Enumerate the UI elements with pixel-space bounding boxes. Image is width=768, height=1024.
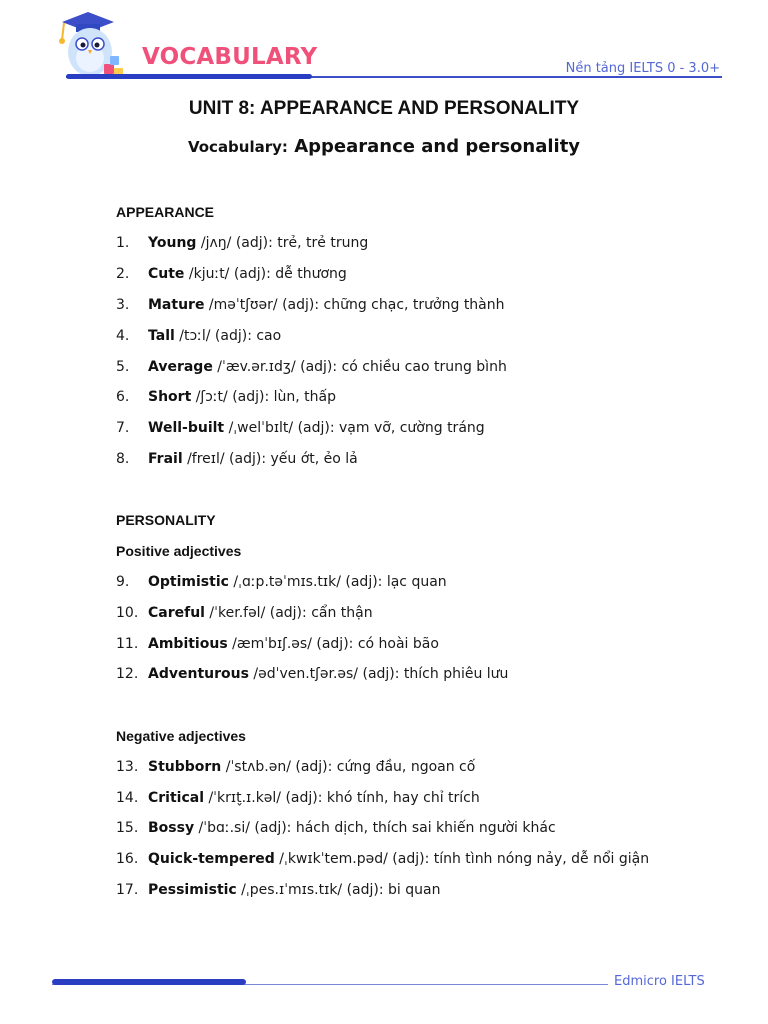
item-word: Cute — [148, 266, 185, 282]
item-definition: /ˈbɑː.si/ (adj): hách dịch, thích sai khiến người khác — [194, 820, 556, 836]
list-item — [116, 328, 281, 344]
item-word: Stubborn — [148, 759, 222, 775]
item-definition: /ʃɔːt/ (adj): lùn, thấp — [191, 389, 337, 405]
item-number: 9. — [116, 574, 130, 590]
item-word: Critical — [148, 790, 205, 806]
list-item — [116, 759, 475, 775]
item-number: 10. — [116, 605, 139, 621]
item-number: 6. — [116, 389, 130, 405]
list-item — [116, 266, 347, 282]
item-number: 11. — [116, 636, 139, 652]
item-definition: /jʌŋ/ (adj): trẻ, trẻ trung — [196, 235, 369, 251]
item-definition: /ˌpes.ɪˈmɪs.tɪk/ (adj): bi quan — [236, 882, 441, 898]
item-definition: /ˈker.fəl/ (adj): cẩn thận — [204, 605, 373, 621]
item-number: 13. — [116, 759, 139, 775]
item-number: 17. — [116, 882, 139, 898]
item-number: 1. — [116, 235, 130, 251]
item-definition: /ədˈven.tʃər.əs/ (adj): thích phiêu lưu — [248, 666, 509, 682]
item-word: Pessimistic — [148, 882, 237, 898]
item-word: Tall — [148, 328, 175, 344]
item-number: 7. — [116, 420, 130, 436]
item-word: Short — [148, 389, 192, 405]
section-appearance: APPEARANCE — [116, 204, 215, 220]
list-item — [116, 451, 358, 467]
list-item — [116, 851, 649, 867]
item-number: 2. — [116, 266, 130, 282]
item-definition: /məˈtʃʊər/ (adj): chững chạc, trưởng thành — [204, 297, 505, 313]
item-number: 3. — [116, 297, 130, 313]
list-item — [116, 820, 556, 836]
item-word: Mature — [148, 297, 205, 313]
subsection-negative: Negative adjectives — [116, 728, 246, 744]
item-definition: /ˌwelˈbɪlt/ (adj): vạm vỡ, cường tráng — [224, 420, 485, 436]
item-definition: /ˈkrɪt̬.ɪ.kəl/ (adj): khó tính, hay chỉ trích — [204, 790, 480, 806]
item-number: 15. — [116, 820, 139, 836]
item-word: Average — [148, 359, 213, 375]
footer-brand: Edmicro IELTS — [614, 974, 705, 989]
list-item — [116, 359, 507, 375]
vocabulary-prefix: Vocabulary: — [187, 138, 288, 156]
item-word: Ambitious — [148, 636, 228, 652]
list-item — [116, 420, 485, 436]
item-word: Young — [148, 235, 197, 251]
item-word: Frail — [148, 451, 183, 467]
list-item — [116, 389, 336, 405]
header-accent-bar — [66, 74, 312, 79]
item-definition: /ˌɑːp.təˈmɪs.tɪk/ (adj): lạc quan — [228, 574, 447, 590]
item-definition: /æmˈbɪʃ.əs/ (adj): có hoài bão — [227, 636, 439, 652]
item-definition: /ˌkwɪkˈtem.pəd/ (adj): tính tình nóng nảy, dễ nổi giận — [274, 851, 650, 867]
item-word: Adventurous — [148, 666, 249, 682]
list-item — [116, 666, 508, 682]
item-number: 12. — [116, 666, 139, 682]
vocabulary-brand: VOCABULARY — [142, 44, 318, 70]
list-item — [116, 297, 505, 313]
item-number: 8. — [116, 451, 130, 467]
section-personality: PERSONALITY — [116, 512, 216, 528]
item-number: 5. — [116, 359, 130, 375]
item-word: Well-built — [148, 420, 225, 436]
subsection-positive: Positive adjectives — [116, 543, 242, 559]
page-header — [0, 0, 768, 90]
item-definition: /ˈæv.ər.ɪdʒ/ (adj): có chiều cao trung bình — [212, 359, 507, 375]
vocabulary-topic: Appearance and personality — [294, 136, 581, 157]
item-word: Optimistic — [148, 574, 229, 590]
list-item — [116, 605, 373, 621]
item-number: 16. — [116, 851, 139, 867]
item-definition: /tɔːl/ (adj): cao — [174, 328, 282, 344]
unit-title: UNIT 8: APPEARANCE AND PERSONALITY — [188, 98, 580, 119]
item-word: Bossy — [148, 820, 195, 836]
list-item — [116, 574, 447, 590]
list-item — [116, 235, 368, 251]
item-number: 4. — [116, 328, 130, 344]
vocabulary-heading — [0, 136, 768, 157]
item-word: Careful — [148, 605, 205, 621]
list-item — [116, 636, 439, 652]
list-item — [116, 882, 440, 898]
item-word: Quick-tempered — [148, 851, 275, 867]
item-definition: /freɪl/ (adj): yếu ớt, ẻo lả — [182, 451, 358, 467]
list-item — [116, 790, 480, 806]
course-level-label: Nền tảng IELTS 0 - 3.0+ — [565, 61, 720, 76]
item-number: 14. — [116, 790, 139, 806]
footer-accent-bar — [52, 979, 246, 985]
owl-mascot-icon — [52, 8, 132, 80]
item-definition: /kjuːt/ (adj): dễ thương — [184, 266, 347, 282]
item-definition: /ˈstʌb.ən/ (adj): cứng đầu, ngoan cố — [221, 759, 476, 775]
